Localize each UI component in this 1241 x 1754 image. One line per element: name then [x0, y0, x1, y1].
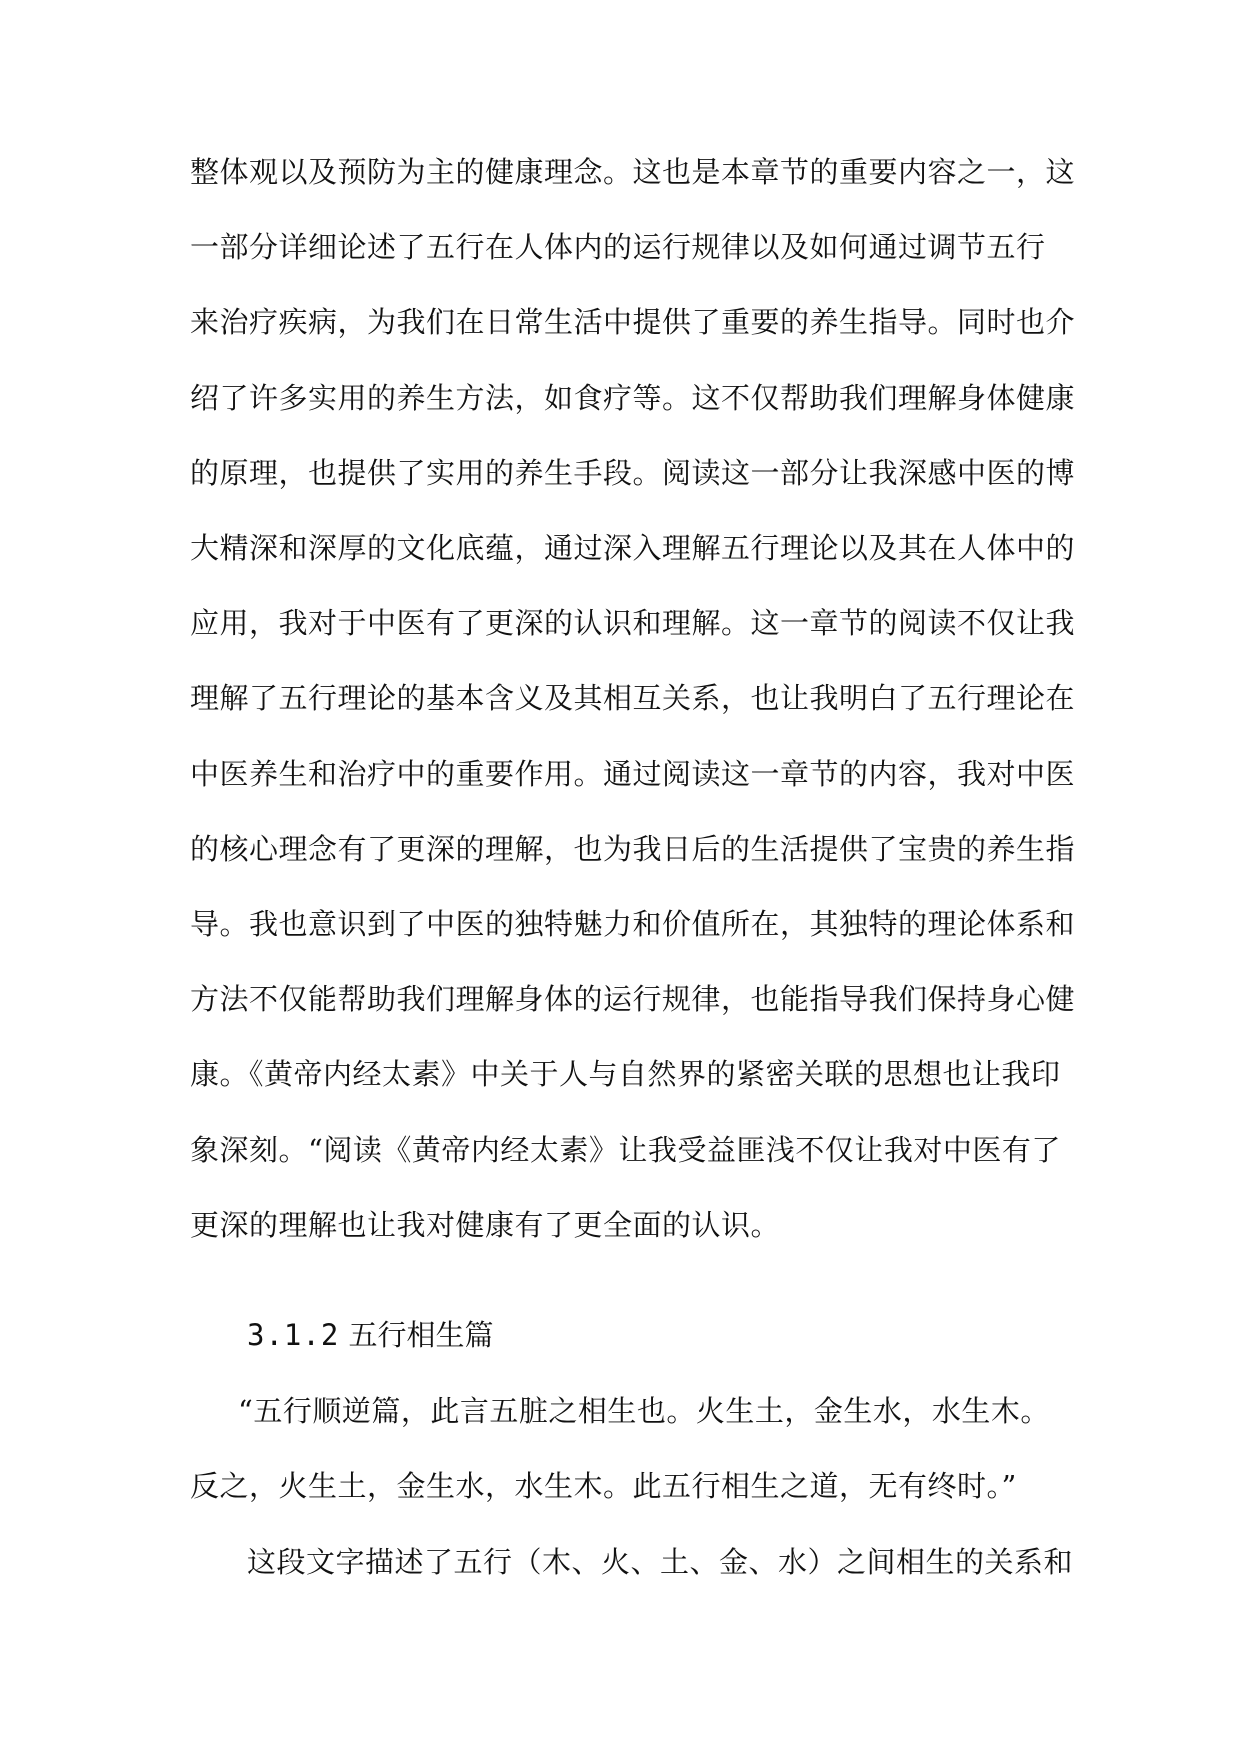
body-text-line: 方法不仅能帮助我们理解身体的运行规律，也能指导我们保持身心健	[190, 982, 1076, 1016]
body-text-line: 的核心理念有了更深的理解，也为我日后的生活提供了宝贵的养生指	[190, 832, 1076, 866]
section-number: 3.1.2	[247, 1318, 340, 1352]
body-text-line: 理解了五行理论的基本含义及其相互关系，也让我明白了五行理论在	[190, 681, 1076, 715]
body-text-line: 中医养生和治疗中的重要作用。通过阅读这一章节的内容，我对中医	[190, 757, 1076, 791]
quote-line: “五行顺逆篇，此言五脏之相生也。火生土，金生水，水生木。	[238, 1394, 1050, 1428]
body-text-line: 更深的理解也让我对健康有了更全面的认识。	[190, 1208, 781, 1242]
quote-line: 反之，火生土，金生水，水生木。此五行相生之道，无有终时。”	[190, 1469, 1017, 1503]
body-text-line: 整体观以及预防为主的健康理念。这也是本章节的重要内容之一，这	[190, 155, 1076, 189]
section-heading	[247, 1315, 494, 1355]
body-text-line: 的原理，也提供了实用的养生手段。阅读这一部分让我深感中医的博	[190, 456, 1076, 490]
body-text-line: 绍了许多实用的养生方法，如食疗等。这不仅帮助我们理解身体健康	[190, 381, 1076, 415]
section-title: 五行相生篇	[348, 1318, 494, 1352]
body-text-line: 大精深和深厚的文化底蕴，通过深入理解五行理论以及其在人体中的	[190, 531, 1076, 565]
body-text-line: 应用，我对于中医有了更深的认识和理解。这一章节的阅读不仅让我	[190, 606, 1076, 640]
body-text-line: 康。《黄帝内经太素》中关于人与自然界的紧密关联的思想也让我印	[190, 1057, 1061, 1091]
body-text-line: 来治疗疾病，为我们在日常生活中提供了重要的养生指导。同时也介	[190, 305, 1076, 339]
body-text-line: 这段文字描述了五行（木、火、土、金、水）之间相生的关系和	[247, 1545, 1074, 1579]
body-text-line: 一部分详细论述了五行在人体内的运行规律以及如何通过调节五行	[190, 230, 1046, 264]
body-text-line: 导。我也意识到了中医的独特魅力和价值所在，其独特的理论体系和	[190, 907, 1076, 941]
body-text-line: 象深刻。“阅读《黄帝内经太素》让我受益匪浅不仅让我对中医有了	[190, 1133, 1061, 1167]
